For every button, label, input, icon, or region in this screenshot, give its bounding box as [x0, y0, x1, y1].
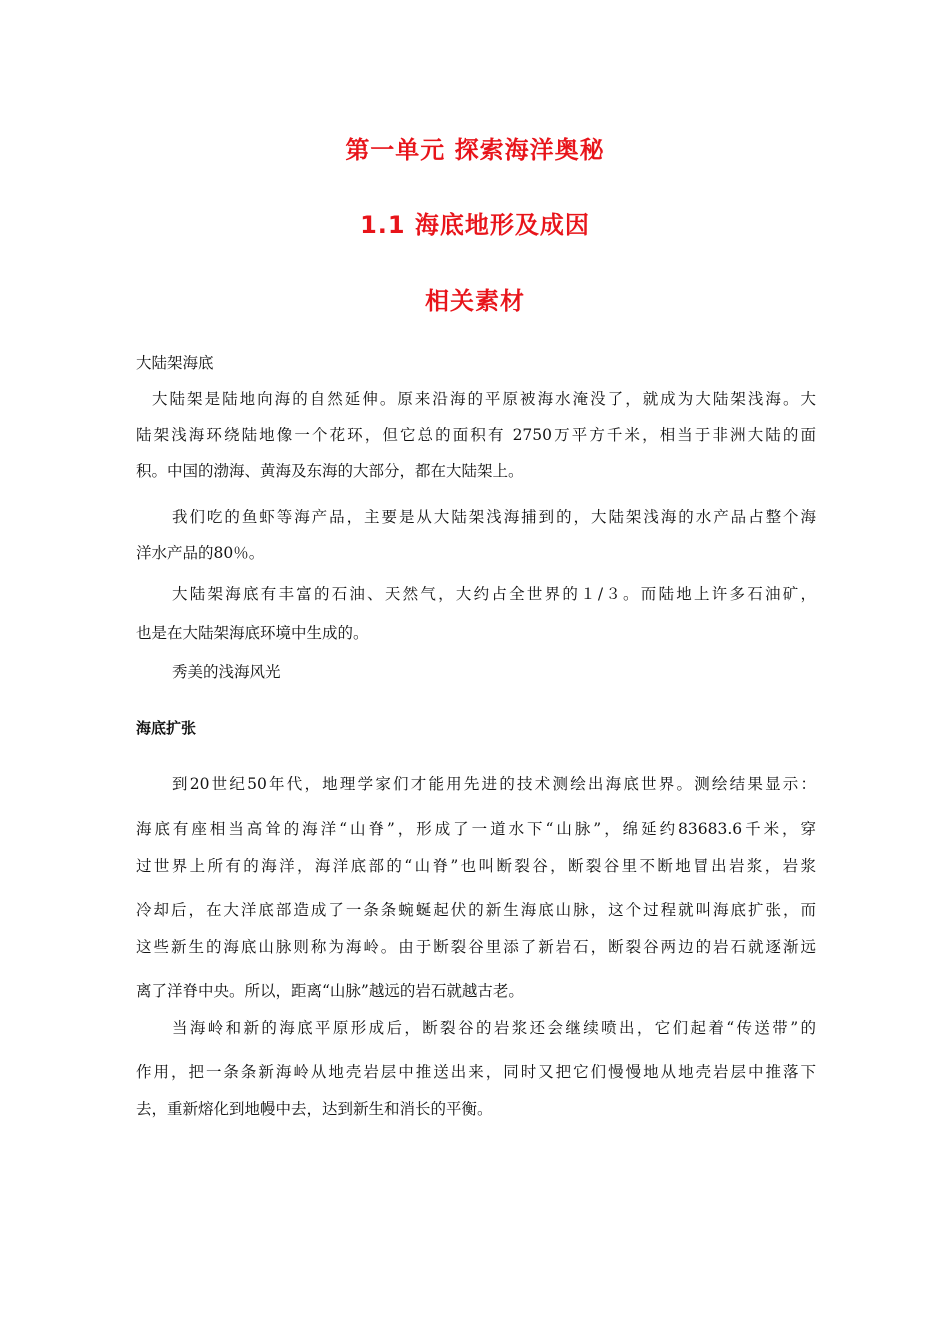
paragraph-line: 陆架浅海环绕陆地像一个花环，但它总的面积有 2750万平方千米，相当于非洲大陆的面	[136, 426, 816, 444]
paragraph-line: 洋水产品的80％。	[136, 544, 265, 562]
paragraph-line: 过世界上所有的海洋，海洋底部的“山脊”也叫断裂谷，断裂谷里不断地冒出岩浆，岩浆	[136, 857, 816, 875]
paragraph-line: 当海岭和新的海底平原形成后，断裂谷的岩浆还会继续喷出，它们起着“传送带”的	[172, 1019, 816, 1037]
paragraph-line: 作用，把一条条新海岭从地壳岩层中推送出来，同时又把它们慢慢地从地壳岩层中推落下	[136, 1063, 816, 1081]
paragraph-line: 海底有座相当高耸的海洋“山脊”，形成了一道水下“山脉”，绵延约83683.6千米，穿	[136, 820, 816, 838]
paragraph-line: 也是在大陆架海底环境中生成的。	[136, 624, 369, 642]
lesson-title: 1.1 海底地形及成因	[360, 211, 590, 239]
paragraph-line: 我们吃的鱼虾等海产品，主要是从大陆架浅海捕到的，大陆架浅海的水产品占整个海	[172, 508, 816, 526]
paragraph-line: 这些新生的海底山脉则称为海岭。由于断裂谷里添了新岩石，断裂谷两边的岩石就逐渐远	[136, 938, 816, 956]
paragraph-line: 积。中国的渤海、黄海及东海的大部分，都在大陆架上。	[136, 462, 524, 480]
paragraph-line: 去，重新熔化到地幔中去，达到新生和消长的平衡。	[136, 1100, 493, 1118]
paragraph-line: 秀美的浅海风光	[172, 663, 281, 681]
paragraph-line: 到20世纪50年代，地理学家们才能用先进的技术测绘出海底世界。测绘结果显示：	[172, 775, 816, 793]
section-heading-seafloor-spreading: 海底扩张	[136, 719, 197, 737]
material-title: 相关素材	[425, 287, 525, 315]
paragraph-line: 冷却后，在大洋底部造成了一条条蜿蜒起伏的新生海底山脉，这个过程就叫海底扩张，而	[136, 901, 816, 919]
paragraph-line: 离了洋脊中央。所以，距离“山脉”越远的岩石就越古老。	[136, 982, 524, 1000]
paragraph-line: 大陆架海底有丰富的石油、天然气，大约占全世界的１/３。而陆地上许多石油矿，	[172, 585, 816, 603]
section-heading-continental-shelf: 大陆架海底	[136, 354, 214, 372]
unit-title: 第一单元 探索海洋奥秘	[345, 136, 605, 164]
paragraph-line: 大陆架是陆地向海的自然延伸。原来沿海的平原被海水淹没了，就成为大陆架浅海。大	[152, 390, 816, 408]
